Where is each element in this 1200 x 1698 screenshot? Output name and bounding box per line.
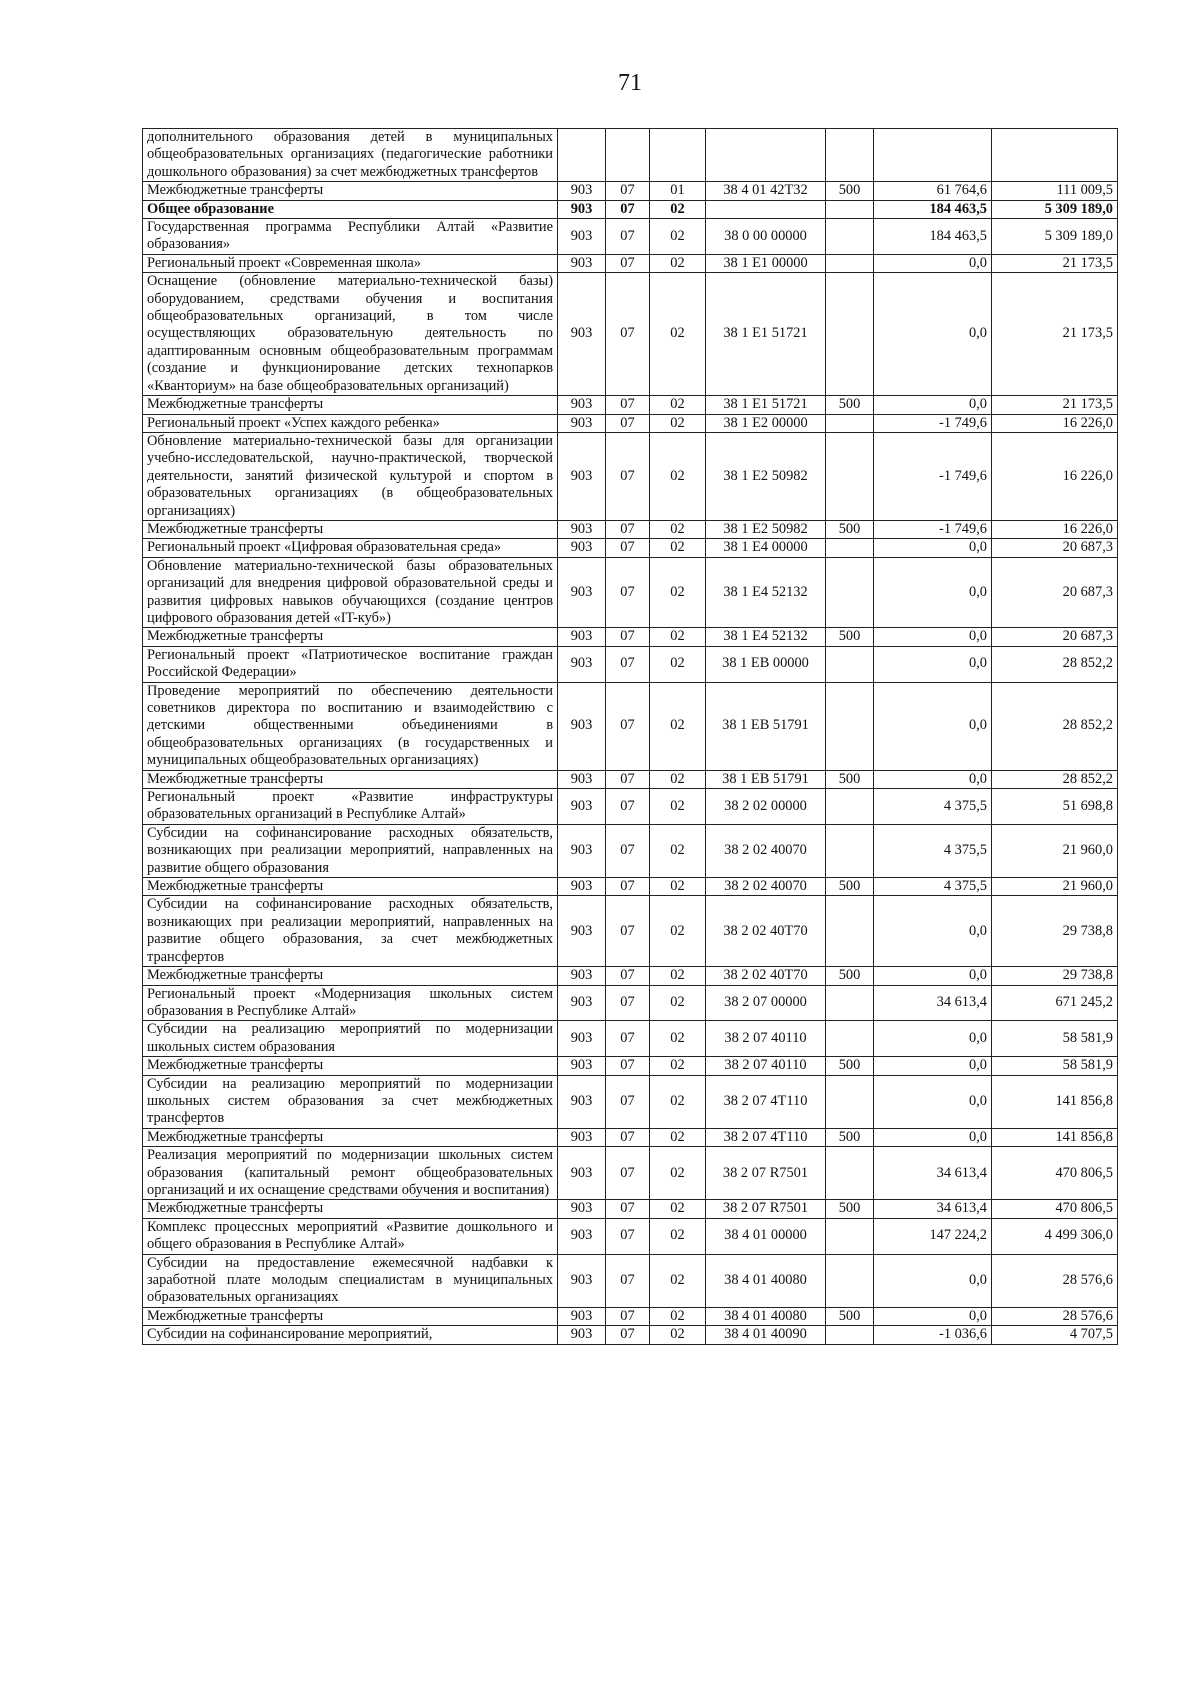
cell-section: 07 [606, 967, 650, 985]
cell-subsection: 02 [650, 1147, 706, 1200]
cell-subsection: 02 [650, 1075, 706, 1128]
cell-subsection: 02 [650, 557, 706, 628]
table-row [143, 557, 1118, 628]
cell-expense-type: 500 [826, 967, 874, 985]
cell-target-article: 38 1 E2 00000 [706, 414, 826, 432]
table-row [143, 539, 1118, 557]
table-row [143, 396, 1118, 414]
page-number: 71 [618, 70, 642, 96]
cell-description: Государственная программа Республики Алтай «Развитие образования» [143, 219, 558, 255]
cell-amount-total: 28 576,6 [992, 1254, 1118, 1307]
cell-ministry-code: 903 [558, 1075, 606, 1128]
cell-ministry-code: 903 [558, 878, 606, 896]
cell-amount-change: 184 463,5 [874, 219, 992, 255]
cell-section [606, 129, 650, 182]
cell-amount-change: -1 749,6 [874, 520, 992, 538]
cell-subsection: 02 [650, 789, 706, 825]
cell-description: Региональный проект «Модернизация школьных систем образования в Республике Алтай» [143, 985, 558, 1021]
cell-expense-type [826, 557, 874, 628]
table-row [143, 1326, 1118, 1344]
cell-target-article: 38 4 01 00000 [706, 1218, 826, 1254]
cell-description: Региональный проект «Цифровая образовательная среда» [143, 539, 558, 557]
cell-target-article: 38 2 07 00000 [706, 985, 826, 1021]
cell-amount-change: 0,0 [874, 254, 992, 272]
cell-amount-change: 0,0 [874, 1021, 992, 1057]
cell-section: 07 [606, 770, 650, 788]
table-row [143, 520, 1118, 538]
cell-ministry-code: 903 [558, 1021, 606, 1057]
budget-table [142, 128, 1118, 1345]
cell-amount-change: 4 375,5 [874, 878, 992, 896]
cell-section: 07 [606, 182, 650, 200]
cell-section: 07 [606, 219, 650, 255]
table-row [143, 1128, 1118, 1146]
cell-ministry-code: 903 [558, 1128, 606, 1146]
cell-amount-total [992, 129, 1118, 182]
cell-section: 07 [606, 789, 650, 825]
cell-expense-type [826, 219, 874, 255]
table-row [143, 129, 1118, 182]
cell-target-article: 38 2 07 40110 [706, 1021, 826, 1057]
cell-ministry-code: 903 [558, 896, 606, 967]
cell-ministry-code: 903 [558, 646, 606, 682]
cell-amount-total: 4 499 306,0 [992, 1218, 1118, 1254]
cell-amount-change: 0,0 [874, 770, 992, 788]
cell-amount-change: 0,0 [874, 273, 992, 396]
cell-description: Межбюджетные трансферты [143, 182, 558, 200]
cell-section: 07 [606, 1075, 650, 1128]
cell-subsection: 02 [650, 1326, 706, 1344]
cell-subsection: 02 [650, 628, 706, 646]
cell-target-article: 38 2 02 40070 [706, 878, 826, 896]
cell-expense-type: 500 [826, 1307, 874, 1325]
cell-target-article: 38 2 07 R7501 [706, 1147, 826, 1200]
cell-amount-total: 29 738,8 [992, 896, 1118, 967]
cell-amount-total: 28 852,2 [992, 682, 1118, 770]
cell-expense-type [826, 1218, 874, 1254]
table-row [143, 628, 1118, 646]
cell-subsection: 02 [650, 824, 706, 877]
cell-section: 07 [606, 557, 650, 628]
cell-description: Проведение мероприятий по обеспечению деятельности советников директора по воспитанию и взаимодействию с детскими общественными объединениями в общеобразовательных организациях (в государственных и муниципальных общеобразовательных организациях) [143, 682, 558, 770]
cell-amount-change: 0,0 [874, 1075, 992, 1128]
cell-description: Межбюджетные трансферты [143, 1128, 558, 1146]
cell-subsection: 02 [650, 1057, 706, 1075]
cell-ministry-code: 903 [558, 628, 606, 646]
table-row [143, 896, 1118, 967]
cell-subsection: 02 [650, 1254, 706, 1307]
cell-target-article: 38 2 02 40T70 [706, 967, 826, 985]
cell-target-article: 38 0 00 00000 [706, 219, 826, 255]
table-row [143, 646, 1118, 682]
cell-description: Обновление материально-технической базы образовательных организаций для внедрения цифровой образовательной среды и развития цифровых навыков обучающихся (создание центров цифрового образования детей «IT-куб») [143, 557, 558, 628]
cell-amount-total: 28 852,2 [992, 770, 1118, 788]
cell-section: 07 [606, 432, 650, 520]
cell-target-article: 38 1 EB 00000 [706, 646, 826, 682]
cell-expense-type [826, 414, 874, 432]
table-row [143, 182, 1118, 200]
cell-section: 07 [606, 520, 650, 538]
cell-amount-total: 20 687,3 [992, 539, 1118, 557]
table-row [143, 1218, 1118, 1254]
cell-section: 07 [606, 646, 650, 682]
cell-target-article: 38 2 02 00000 [706, 789, 826, 825]
cell-amount-total: 5 309 189,0 [992, 200, 1118, 218]
cell-amount-total: 20 687,3 [992, 557, 1118, 628]
cell-ministry-code: 903 [558, 682, 606, 770]
cell-description: Субсидии на реализацию мероприятий по модернизации школьных систем образования за счет межбюджетных трансфертов [143, 1075, 558, 1128]
cell-target-article: 38 1 E1 51721 [706, 396, 826, 414]
cell-expense-type: 500 [826, 396, 874, 414]
cell-amount-total: 58 581,9 [992, 1057, 1118, 1075]
cell-target-article: 38 1 E4 00000 [706, 539, 826, 557]
cell-target-article: 38 2 07 R7501 [706, 1200, 826, 1218]
cell-ministry-code: 903 [558, 1147, 606, 1200]
cell-expense-type [826, 254, 874, 272]
cell-amount-total: 21 173,5 [992, 254, 1118, 272]
cell-target-article: 38 1 EB 51791 [706, 770, 826, 788]
cell-description: Межбюджетные трансферты [143, 520, 558, 538]
table-row [143, 770, 1118, 788]
cell-amount-change: 0,0 [874, 1128, 992, 1146]
cell-ministry-code: 903 [558, 967, 606, 985]
cell-subsection: 01 [650, 182, 706, 200]
cell-section: 07 [606, 628, 650, 646]
cell-amount-total: 51 698,8 [992, 789, 1118, 825]
cell-expense-type [826, 539, 874, 557]
cell-ministry-code: 903 [558, 824, 606, 877]
cell-description: Общее образование [143, 200, 558, 218]
table-row [143, 1307, 1118, 1325]
cell-amount-change: 0,0 [874, 1254, 992, 1307]
cell-ministry-code: 903 [558, 414, 606, 432]
cell-amount-change: 0,0 [874, 1307, 992, 1325]
cell-target-article [706, 200, 826, 218]
cell-target-article: 38 4 01 42T32 [706, 182, 826, 200]
cell-expense-type [826, 273, 874, 396]
cell-amount-total: 29 738,8 [992, 967, 1118, 985]
cell-description: Субсидии на реализацию мероприятий по модернизации школьных систем образования [143, 1021, 558, 1057]
cell-amount-change: 34 613,4 [874, 1200, 992, 1218]
cell-section: 07 [606, 1200, 650, 1218]
cell-expense-type [826, 1326, 874, 1344]
table-row [143, 432, 1118, 520]
cell-section: 07 [606, 896, 650, 967]
cell-expense-type [826, 789, 874, 825]
cell-target-article: 38 2 07 4T110 [706, 1075, 826, 1128]
cell-amount-total: 671 245,2 [992, 985, 1118, 1021]
cell-section: 07 [606, 1307, 650, 1325]
cell-expense-type [826, 646, 874, 682]
cell-amount-change: 0,0 [874, 539, 992, 557]
table-row [143, 1254, 1118, 1307]
cell-expense-type [826, 896, 874, 967]
cell-subsection: 02 [650, 200, 706, 218]
cell-amount-change: 0,0 [874, 967, 992, 985]
cell-subsection: 02 [650, 1021, 706, 1057]
cell-amount-total: 58 581,9 [992, 1021, 1118, 1057]
cell-expense-type: 500 [826, 520, 874, 538]
cell-subsection: 02 [650, 646, 706, 682]
cell-target-article: 38 1 E2 50982 [706, 432, 826, 520]
cell-description: Межбюджетные трансферты [143, 967, 558, 985]
cell-subsection: 02 [650, 520, 706, 538]
table-row [143, 254, 1118, 272]
cell-description: Межбюджетные трансферты [143, 878, 558, 896]
cell-description: Обновление материально-технической базы для организации учебно-исследовательской, научно-практической, творческой деятельности, занятий физической культурой и спортом в образовательных организациях (в общеобразовательных организациях) [143, 432, 558, 520]
cell-amount-total: 21 960,0 [992, 878, 1118, 896]
cell-section: 07 [606, 1128, 650, 1146]
cell-target-article [706, 129, 826, 182]
cell-amount-change: -1 749,6 [874, 414, 992, 432]
cell-ministry-code: 903 [558, 1057, 606, 1075]
cell-amount-change: 0,0 [874, 628, 992, 646]
cell-amount-total: 21 960,0 [992, 824, 1118, 877]
cell-subsection: 02 [650, 878, 706, 896]
cell-expense-type: 500 [826, 878, 874, 896]
cell-section: 07 [606, 1147, 650, 1200]
table-row [143, 1147, 1118, 1200]
cell-expense-type [826, 432, 874, 520]
cell-section: 07 [606, 1326, 650, 1344]
cell-amount-total: 141 856,8 [992, 1075, 1118, 1128]
cell-subsection: 02 [650, 539, 706, 557]
cell-ministry-code: 903 [558, 200, 606, 218]
cell-amount-change: -1 749,6 [874, 432, 992, 520]
cell-subsection: 02 [650, 967, 706, 985]
cell-amount-change: -1 036,6 [874, 1326, 992, 1344]
cell-ministry-code: 903 [558, 985, 606, 1021]
table-row [143, 967, 1118, 985]
cell-ministry-code: 903 [558, 1218, 606, 1254]
cell-ministry-code: 903 [558, 789, 606, 825]
cell-target-article: 38 2 07 40110 [706, 1057, 826, 1075]
cell-subsection: 02 [650, 1200, 706, 1218]
cell-description: Межбюджетные трансферты [143, 396, 558, 414]
cell-amount-change: 4 375,5 [874, 789, 992, 825]
cell-section: 07 [606, 414, 650, 432]
cell-section: 07 [606, 985, 650, 1021]
cell-expense-type [826, 1021, 874, 1057]
table-row [143, 200, 1118, 218]
cell-amount-total: 21 173,5 [992, 396, 1118, 414]
cell-expense-type [826, 824, 874, 877]
table-row [143, 878, 1118, 896]
cell-amount-total: 28 852,2 [992, 646, 1118, 682]
cell-description: Межбюджетные трансферты [143, 770, 558, 788]
cell-expense-type [826, 1254, 874, 1307]
cell-expense-type: 500 [826, 1057, 874, 1075]
cell-subsection: 02 [650, 1218, 706, 1254]
cell-section: 07 [606, 824, 650, 877]
cell-section: 07 [606, 273, 650, 396]
cell-expense-type: 500 [826, 628, 874, 646]
cell-subsection: 02 [650, 254, 706, 272]
cell-amount-change: 0,0 [874, 396, 992, 414]
cell-expense-type [826, 1147, 874, 1200]
cell-amount-total: 21 173,5 [992, 273, 1118, 396]
cell-ministry-code: 903 [558, 1307, 606, 1325]
cell-target-article: 38 2 02 40T70 [706, 896, 826, 967]
cell-description: Региональный проект «Патриотическое воспитание граждан Российской Федерации» [143, 646, 558, 682]
cell-section: 07 [606, 1218, 650, 1254]
cell-amount-change: 147 224,2 [874, 1218, 992, 1254]
cell-expense-type: 500 [826, 770, 874, 788]
cell-subsection: 02 [650, 273, 706, 396]
cell-amount-change: 34 613,4 [874, 985, 992, 1021]
cell-description: Региональный проект «Развитие инфраструктуры образовательных организаций в Республике Алтай» [143, 789, 558, 825]
table-row [143, 414, 1118, 432]
cell-ministry-code: 903 [558, 273, 606, 396]
cell-amount-total: 4 707,5 [992, 1326, 1118, 1344]
cell-expense-type [826, 200, 874, 218]
cell-description: Оснащение (обновление материально-технической базы) оборудованием, средствами обучения и воспитания общеобразовательных организаций, в том числе осуществляющих образовательную деятельность по адаптированным основным общеобразовательным программам (создание и функционирование детских технопарков «Кванториум» на базе общеобразовательных организаций) [143, 273, 558, 396]
cell-subsection: 02 [650, 896, 706, 967]
cell-target-article: 38 4 01 40090 [706, 1326, 826, 1344]
table-row [143, 789, 1118, 825]
cell-ministry-code: 903 [558, 520, 606, 538]
cell-target-article: 38 4 01 40080 [706, 1307, 826, 1325]
cell-description: Субсидии на софинансирование мероприятий, [143, 1326, 558, 1344]
cell-expense-type: 500 [826, 1200, 874, 1218]
cell-amount-total: 16 226,0 [992, 520, 1118, 538]
table-row [143, 273, 1118, 396]
cell-expense-type [826, 129, 874, 182]
cell-section: 07 [606, 539, 650, 557]
cell-description: Комплекс процессных мероприятий «Развитие дошкольного и общего образования в Республике Алтай» [143, 1218, 558, 1254]
cell-description: Региональный проект «Современная школа» [143, 254, 558, 272]
cell-amount-change: 34 613,4 [874, 1147, 992, 1200]
cell-expense-type: 500 [826, 1128, 874, 1146]
cell-expense-type [826, 1075, 874, 1128]
cell-amount-change: 184 463,5 [874, 200, 992, 218]
cell-section: 07 [606, 1021, 650, 1057]
cell-description: Межбюджетные трансферты [143, 1057, 558, 1075]
cell-subsection: 02 [650, 414, 706, 432]
cell-amount-total: 28 576,6 [992, 1307, 1118, 1325]
cell-subsection [650, 129, 706, 182]
table-row [143, 219, 1118, 255]
cell-amount-total: 141 856,8 [992, 1128, 1118, 1146]
cell-description: дополнительного образования детей в муниципальных общеобразовательных организациях (педагогические работники дошкольного образования) за счет межбюджетных трансфертов [143, 129, 558, 182]
cell-ministry-code: 903 [558, 254, 606, 272]
cell-expense-type [826, 682, 874, 770]
cell-ministry-code: 903 [558, 1326, 606, 1344]
cell-subsection: 02 [650, 770, 706, 788]
cell-description: Субсидии на софинансирование расходных обязательств, возникающих при реализации мероприятий, направленных на развитие общего образования, за счет межбюджетных трансфертов [143, 896, 558, 967]
cell-description: Реализация мероприятий по модернизации школьных систем образования (капитальный ремонт общеобразовательных организаций и их оснащение средствами обучения и воспитания) [143, 1147, 558, 1200]
table-row [143, 1057, 1118, 1075]
cell-amount-total: 16 226,0 [992, 414, 1118, 432]
table-row [143, 985, 1118, 1021]
cell-target-article: 38 2 02 40070 [706, 824, 826, 877]
cell-subsection: 02 [650, 682, 706, 770]
cell-target-article: 38 1 E2 50982 [706, 520, 826, 538]
cell-ministry-code: 903 [558, 770, 606, 788]
cell-target-article: 38 1 E1 51721 [706, 273, 826, 396]
cell-subsection: 02 [650, 1128, 706, 1146]
cell-ministry-code [558, 129, 606, 182]
cell-ministry-code: 903 [558, 432, 606, 520]
cell-description: Межбюджетные трансферты [143, 1307, 558, 1325]
cell-subsection: 02 [650, 219, 706, 255]
cell-description: Межбюджетные трансферты [143, 1200, 558, 1218]
cell-subsection: 02 [650, 432, 706, 520]
cell-section: 07 [606, 1254, 650, 1307]
cell-ministry-code: 903 [558, 539, 606, 557]
cell-target-article: 38 1 E4 52132 [706, 557, 826, 628]
cell-section: 07 [606, 682, 650, 770]
cell-subsection: 02 [650, 1307, 706, 1325]
cell-target-article: 38 1 E1 00000 [706, 254, 826, 272]
cell-amount-total: 111 009,5 [992, 182, 1118, 200]
cell-section: 07 [606, 396, 650, 414]
cell-ministry-code: 903 [558, 396, 606, 414]
cell-amount-total: 5 309 189,0 [992, 219, 1118, 255]
cell-amount-total: 470 806,5 [992, 1200, 1118, 1218]
cell-expense-type: 500 [826, 182, 874, 200]
cell-amount-change: 4 375,5 [874, 824, 992, 877]
cell-description: Субсидии на софинансирование расходных обязательств, возникающих при реализации мероприятий, направленных на развитие общего образования [143, 824, 558, 877]
cell-subsection: 02 [650, 985, 706, 1021]
cell-description: Региональный проект «Успех каждого ребенка» [143, 414, 558, 432]
table-row [143, 682, 1118, 770]
cell-amount-total: 470 806,5 [992, 1147, 1118, 1200]
cell-ministry-code: 903 [558, 182, 606, 200]
table-row [143, 1021, 1118, 1057]
cell-amount-change: 0,0 [874, 557, 992, 628]
cell-amount-change: 0,0 [874, 646, 992, 682]
cell-section: 07 [606, 200, 650, 218]
cell-section: 07 [606, 254, 650, 272]
table-row [143, 1075, 1118, 1128]
cell-amount-change: 0,0 [874, 896, 992, 967]
cell-ministry-code: 903 [558, 219, 606, 255]
cell-amount-total: 16 226,0 [992, 432, 1118, 520]
cell-amount-change: 61 764,6 [874, 182, 992, 200]
cell-target-article: 38 4 01 40080 [706, 1254, 826, 1307]
cell-expense-type [826, 985, 874, 1021]
cell-subsection: 02 [650, 396, 706, 414]
cell-description: Субсидии на предоставление ежемесячной надбавки к заработной плате молодым специалистам в муниципальных образовательных организациях [143, 1254, 558, 1307]
table-row [143, 1200, 1118, 1218]
table-row [143, 824, 1118, 877]
cell-target-article: 38 2 07 4T110 [706, 1128, 826, 1146]
cell-amount-change: 0,0 [874, 682, 992, 770]
cell-amount-change: 0,0 [874, 1057, 992, 1075]
cell-amount-change [874, 129, 992, 182]
cell-section: 07 [606, 878, 650, 896]
cell-section: 07 [606, 1057, 650, 1075]
cell-amount-total: 20 687,3 [992, 628, 1118, 646]
cell-target-article: 38 1 EB 51791 [706, 682, 826, 770]
cell-description: Межбюджетные трансферты [143, 628, 558, 646]
cell-ministry-code: 903 [558, 557, 606, 628]
cell-ministry-code: 903 [558, 1200, 606, 1218]
cell-ministry-code: 903 [558, 1254, 606, 1307]
cell-target-article: 38 1 E4 52132 [706, 628, 826, 646]
